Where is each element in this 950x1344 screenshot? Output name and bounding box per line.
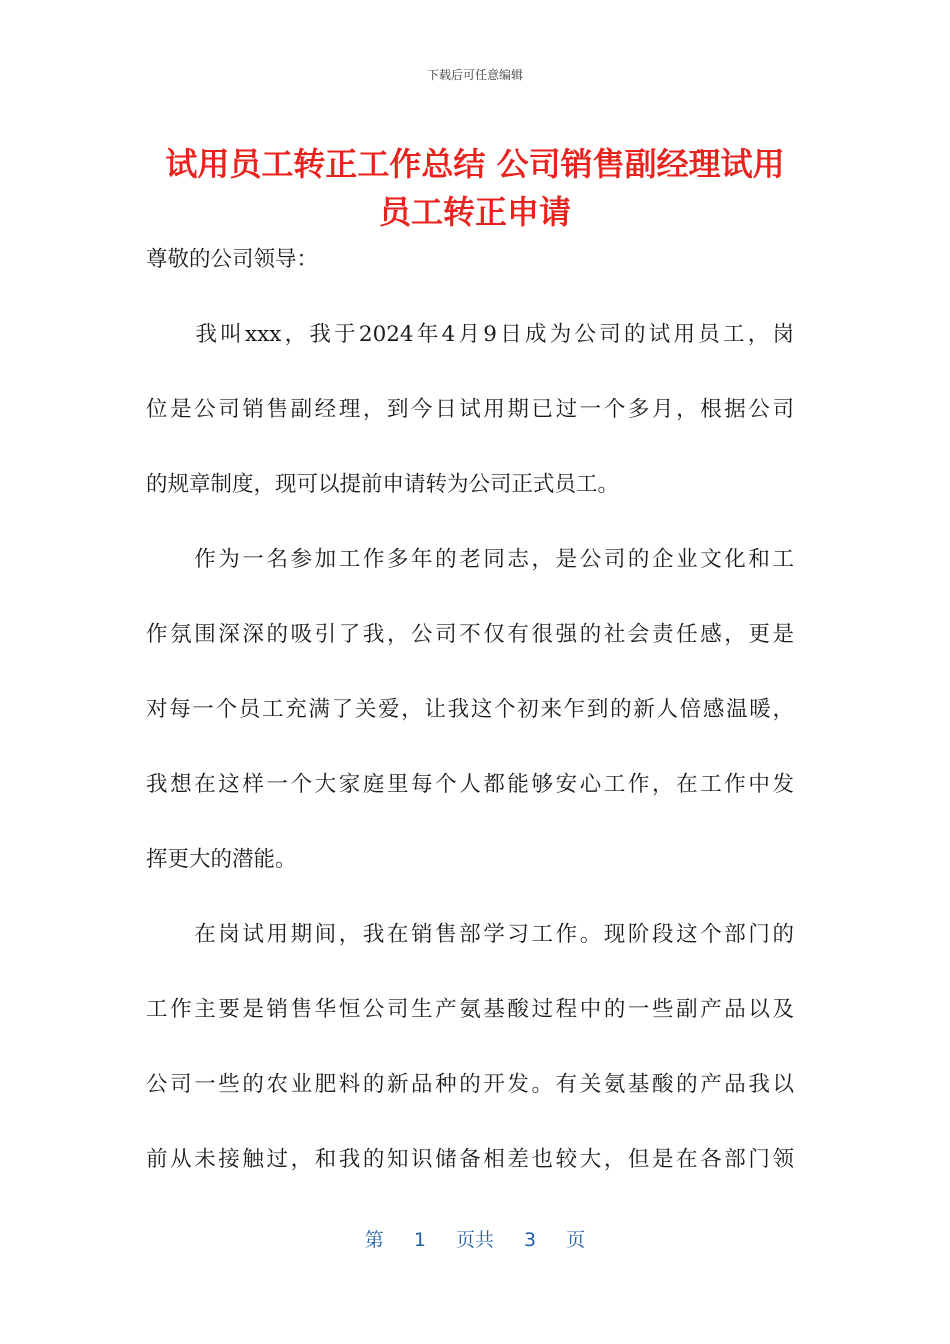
paragraph-1 [146, 297, 794, 522]
paragraph-line: 挥更大的潜能。 [146, 847, 297, 872]
paragraph-line: 的规章制度，现可以提前申请转为公司正式员工。 [146, 472, 620, 497]
title-line-1: 试用员工转正工作总结 公司销售副经理试用 [165, 145, 785, 183]
paragraph-line: 在岗试用期间，我在销售部学习工作。现阶段这个部门的 [146, 922, 794, 947]
paragraph-line: 作氛围深深的吸引了我，公司不仅有很强的社会责任感，更是 [146, 622, 794, 647]
page-footer [0, 1225, 950, 1252]
paragraph-line: 公司一些的农业肥料的新品种的开发。有关氨基酸的产品我以 [146, 1072, 794, 1097]
paragraph-line: 我想在这样一个大家庭里每个人都能够安心工作，在工作中发 [146, 772, 794, 797]
paragraph-line: 前从未接触过，和我的知识储备相差也较大，但是在各部门领 [146, 1147, 794, 1172]
page-total: 3 [524, 1229, 537, 1251]
page-current: 1 [413, 1229, 426, 1251]
header-note: 下载后可任意编辑 [426, 68, 523, 82]
title-line-2: 员工转正申请 [378, 193, 571, 231]
paragraph-line: 我叫xxx，我于2024年4月9日成为公司的试用员工，岗 [146, 322, 794, 347]
paragraph-line: 工作主要是销售华恒公司生产氨基酸过程中的一些副产品以及 [146, 997, 794, 1022]
document-body [146, 222, 794, 1197]
page-middle: 页共 [455, 1229, 494, 1251]
paragraph-line: 对每一个员工充满了关爱，让我这个初来乍到的新人倍感温暖， [146, 697, 794, 722]
page-suffix: 页 [566, 1229, 586, 1251]
page-prefix: 第 [364, 1229, 384, 1251]
paragraph-line: 作为一名参加工作多年的老同志，是公司的企业文化和工 [146, 547, 794, 572]
paragraph-3 [146, 897, 794, 1197]
paragraph-2 [146, 522, 794, 897]
salutation: 尊敬的公司领导： [146, 247, 319, 272]
paragraph-line: 位是公司销售副经理，到今日试用期已过一个多月，根据公司 [146, 397, 794, 422]
